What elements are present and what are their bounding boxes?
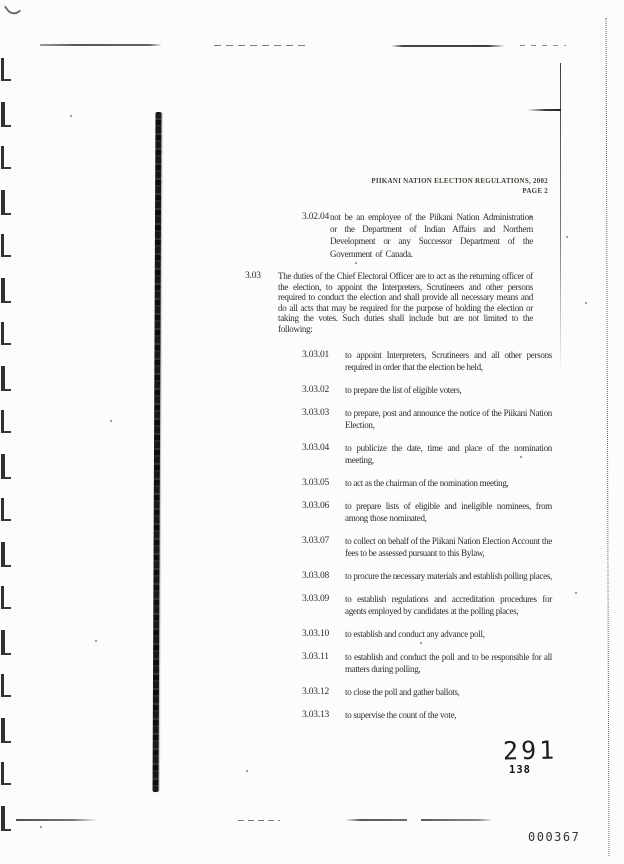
subclause-list: [302, 349, 553, 732]
subclause-row: [302, 407, 553, 431]
clause-text: not be an employee of the Piikani Nation Administration or the Department of Indian Affairs and Northern Development or any Successor Department of the Government of Canada.: [330, 212, 533, 259]
subclause-text: to prepare, post and announce the notice of the Piikani Nation Election,: [345, 408, 552, 430]
subclause-text: to prepare the list of eligible voters,: [345, 385, 462, 395]
subclause-row: [302, 651, 553, 675]
subclause-text: to prepare lists of eligible and ineligible nominees, from among those nominated,: [345, 501, 552, 523]
stamped-page-number: 138: [509, 764, 531, 776]
subclause-number: 3.03.01: [302, 350, 330, 360]
subclause-text: to close the poll and gather ballots,: [345, 687, 460, 697]
subclause-number: 3.03.04: [302, 443, 330, 453]
subclause-row: [302, 535, 553, 559]
subclause-text: to publicize the date, time and place of the nomination meeting,: [345, 443, 552, 465]
section-3-03: [245, 271, 533, 335]
document-title: PIIKANI NATION ELECTION REGULATIONS, 2002: [371, 177, 548, 185]
subclause-row: [302, 500, 553, 524]
clause-number: 3.02.04: [302, 212, 330, 222]
subclause-row: [302, 570, 553, 582]
subclause-text: to appoint Interpreters, Scrutineers and all other persons required in order that the election be held,: [345, 350, 552, 372]
subclause-row: [302, 593, 553, 617]
bates-number: 000367: [528, 830, 581, 844]
subclause-row: [302, 349, 553, 373]
subclause-number: 3.03.13: [302, 710, 330, 720]
handwritten-page-number: 291: [502, 735, 558, 766]
subclause-number: 3.03.12: [302, 687, 330, 697]
section-text: The duties of the Chief Electoral Officer are to act as the returning officer of the election, to appoint the Interpreters, Scrutineers and other persons required to conduct the election and shall provide all necessary means and do all acts that may be required for the purpose of holding the election or taking the votes. Such duties shall include but are not limited to the following:: [278, 271, 533, 334]
subclause-text: to establish and conduct any advance poll,: [345, 629, 485, 639]
subclause-number: 3.03.09: [302, 594, 330, 604]
clause-3-02-04: [302, 211, 533, 260]
subclause-number: 3.03.10: [302, 629, 330, 639]
subclause-text: to establish regulations and accreditation procedures for agents employed by candidates at the polling places,: [345, 594, 552, 616]
subclause-number: 3.03.08: [302, 571, 330, 581]
subclause-row: [302, 384, 553, 396]
subclause-number: 3.03.02: [302, 385, 330, 395]
section-number: 3.03: [245, 271, 261, 281]
document-header: [371, 176, 548, 196]
page-label: PAGE 2: [522, 187, 548, 195]
subclause-row: [302, 442, 553, 466]
subclause-row: [302, 709, 553, 721]
subclause-text: to supervise the count of the vote,: [345, 710, 457, 720]
subclause-text: to collect on behalf of the Piikani Nation Election Account the fees to be assessed pursuant to this Bylaw,: [345, 536, 552, 558]
subclause-number: 3.03.07: [302, 536, 330, 546]
subclause-text: to procure the necessary materials and establish polling places,: [345, 571, 552, 581]
subclause-number: 3.03.03: [302, 408, 330, 418]
subclause-text: to establish and conduct the poll and to be responsible for all matters during polling,: [345, 652, 552, 674]
subclause-number: 3.03.11: [302, 652, 329, 662]
subclause-number: 3.03.06: [302, 501, 330, 511]
subclause-row: [302, 628, 553, 640]
subclause-row: [302, 477, 553, 489]
subclause-number: 3.03.05: [302, 478, 330, 488]
subclause-row: [302, 686, 553, 698]
subclause-text: to act as the chairman of the nomination meeting,: [345, 478, 509, 488]
